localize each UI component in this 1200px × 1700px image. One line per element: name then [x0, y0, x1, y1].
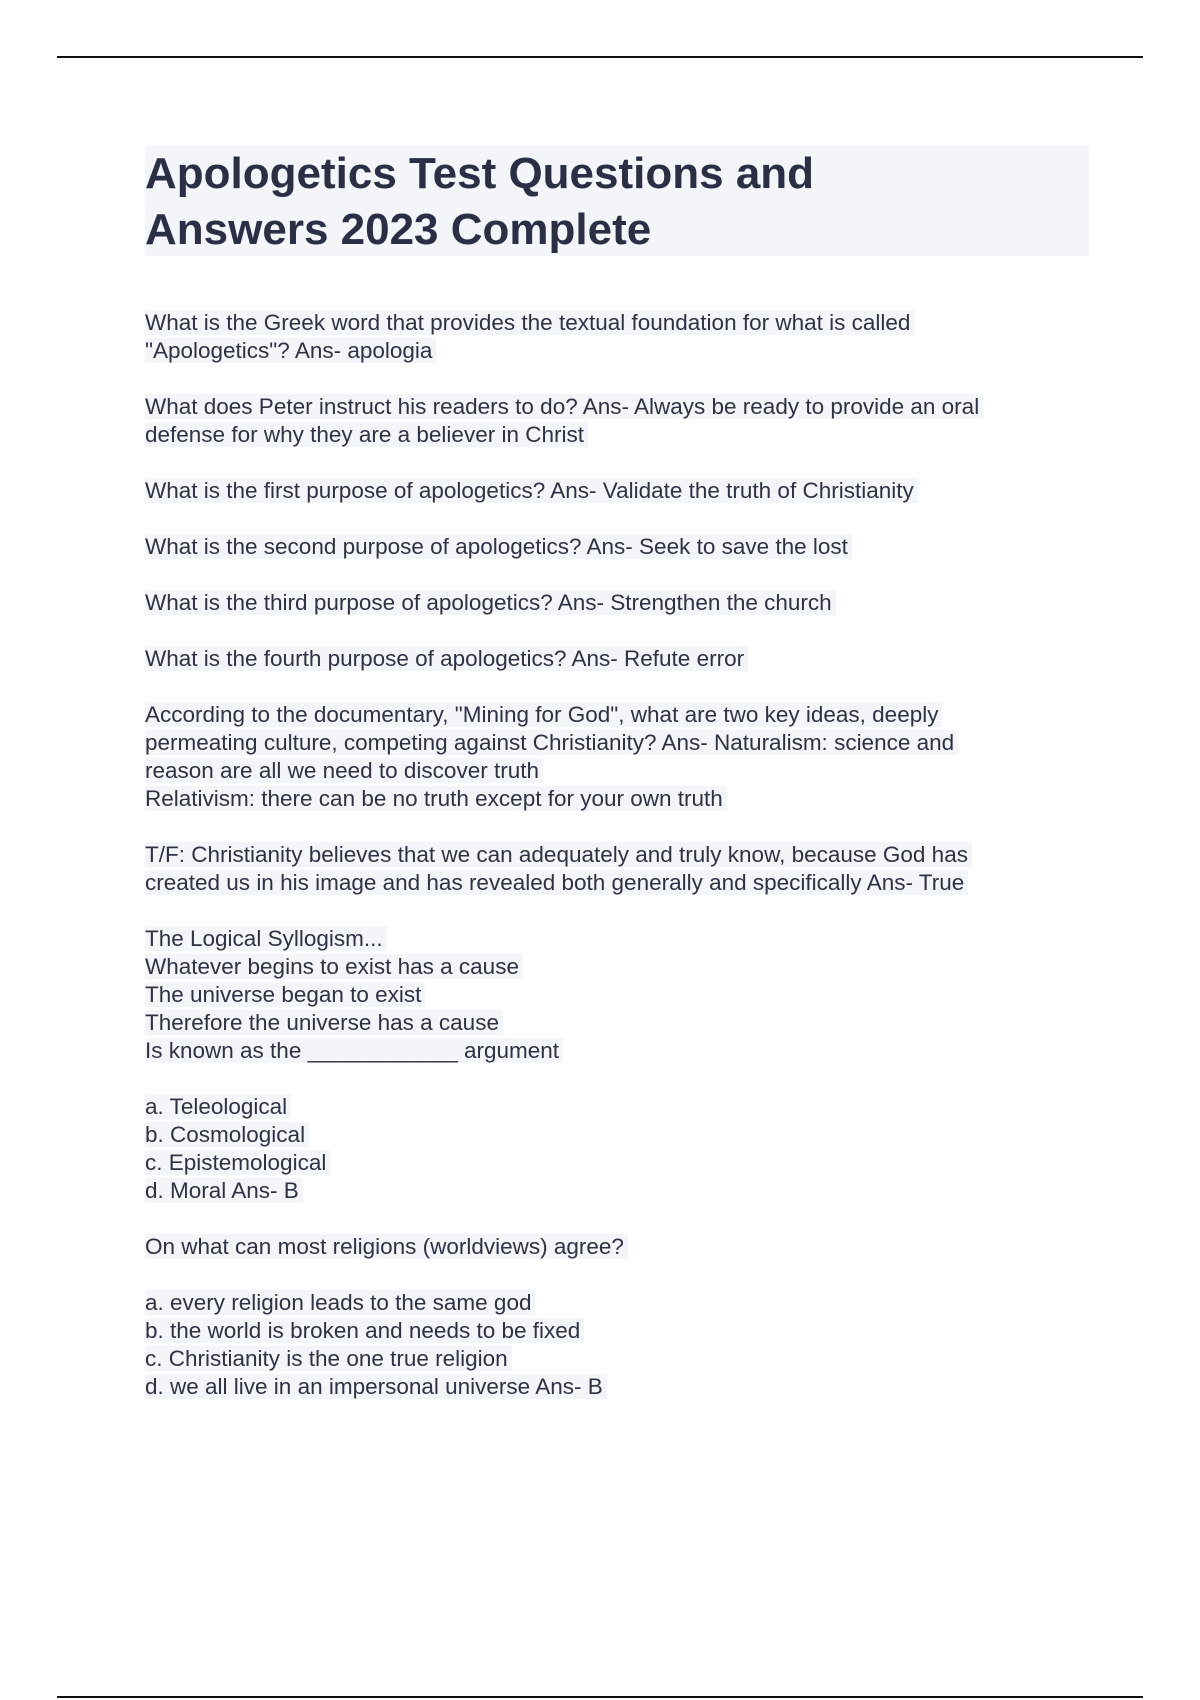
- qa-item: [145, 645, 1085, 673]
- qa-line: a. Teleological: [145, 1094, 291, 1119]
- qa-line: a. every religion leads to the same god: [145, 1290, 535, 1315]
- qa-line: defense for why they are a believer in Christ: [145, 422, 588, 447]
- qa-line: d. we all live in an impersonal universe Ans- B: [145, 1374, 607, 1399]
- qa-item: [145, 1289, 1085, 1401]
- qa-line: c. Christianity is the one true religion: [145, 1346, 512, 1371]
- qa-line: permeating culture, competing against Christianity? Ans- Naturalism: science and: [145, 730, 958, 755]
- qa-item: [145, 533, 1085, 561]
- qa-line: T/F: Christianity believes that we can adequately and truly know, because God has: [145, 842, 972, 867]
- qa-line: b. Cosmological: [145, 1122, 309, 1147]
- document-title: [145, 146, 1089, 256]
- qa-line: On what can most religions (worldviews) agree?: [145, 1234, 628, 1259]
- qa-line: According to the documentary, "Mining for God", what are two key ideas, deeply: [145, 702, 942, 727]
- qa-line: b. the world is broken and needs to be fixed: [145, 1318, 584, 1343]
- title-line-2: Answers 2023 Complete: [145, 205, 652, 254]
- top-rule: [57, 56, 1143, 58]
- qa-line: What is the third purpose of apologetics? Ans- Strengthen the church: [145, 590, 836, 615]
- qa-line: Is known as the ____________ argument: [145, 1038, 563, 1063]
- qa-line: What does Peter instruct his readers to do? Ans- Always be ready to provide an oral: [145, 394, 983, 419]
- qa-line: d. Moral Ans- B: [145, 1178, 303, 1203]
- qa-line: The Logical Syllogism...: [145, 926, 387, 951]
- qa-line: reason are all we need to discover truth: [145, 758, 543, 783]
- qa-item: [145, 841, 1085, 897]
- qa-item: [145, 701, 1085, 813]
- qa-item: [145, 477, 1085, 505]
- qa-item: [145, 1093, 1085, 1205]
- qa-line: What is the first purpose of apologetics? Ans- Validate the truth of Christianity: [145, 478, 918, 503]
- qa-list: [145, 309, 1085, 1429]
- bottom-rule: [57, 1696, 1143, 1698]
- qa-line: What is the fourth purpose of apologetics? Ans- Refute error: [145, 646, 748, 671]
- qa-item: [145, 925, 1085, 1065]
- qa-line: The universe began to exist: [145, 982, 425, 1007]
- qa-item: [145, 1233, 1085, 1261]
- qa-item: [145, 309, 1085, 365]
- qa-line: "Apologetics"? Ans- apologia: [145, 338, 436, 363]
- title-line-1: Apologetics Test Questions and: [145, 149, 815, 198]
- qa-line: What is the second purpose of apologetics? Ans- Seek to save the lost: [145, 534, 852, 559]
- qa-line: c. Epistemological: [145, 1150, 330, 1175]
- qa-line: Relativism: there can be no truth except for your own truth: [145, 786, 727, 811]
- qa-line: created us in his image and has revealed both generally and specifically Ans- True: [145, 870, 968, 895]
- qa-item: [145, 393, 1085, 449]
- qa-item: [145, 589, 1085, 617]
- qa-line: Whatever begins to exist has a cause: [145, 954, 523, 979]
- qa-line: Therefore the universe has a cause: [145, 1010, 503, 1035]
- qa-line: What is the Greek word that provides the textual foundation for what is called: [145, 310, 914, 335]
